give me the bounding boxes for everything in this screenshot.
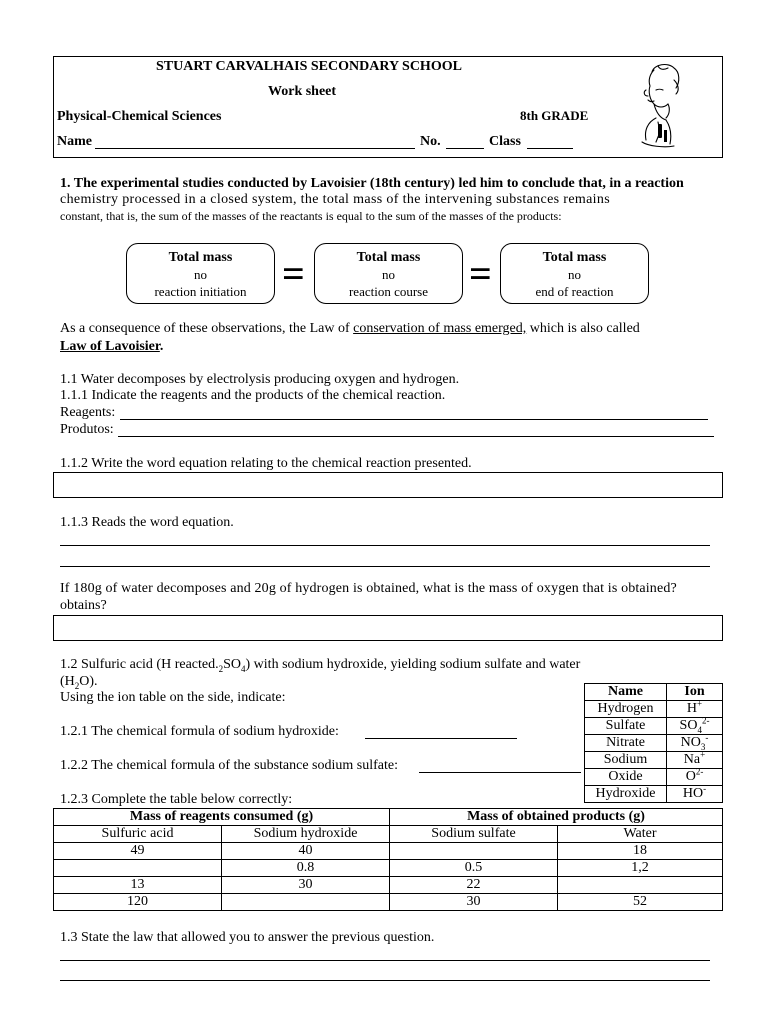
mass-table-body [54, 843, 723, 911]
water-h: (H [60, 674, 75, 689]
subject: Physical-Chemical Sciences [57, 109, 222, 124]
intro-line-1: 1. The experimental studies conducted by Lavoisier (18th century) led him to conclude that, in a reaction [60, 176, 684, 191]
q1-2-1-text: 1.2.1 The chemical formula of sodium hydroxide: [60, 724, 339, 739]
table-cell: 120 [54, 894, 222, 911]
equals-sign-2: = [469, 251, 492, 296]
intro-line-3: constant, that is, the sum of the masses of the reactants is equal to the sum of the masses of the products: [60, 209, 562, 223]
table-cell[interactable] [222, 894, 390, 911]
ion-name: Oxide [585, 769, 667, 786]
ion-symbol: H [686, 701, 698, 716]
ion-formula [667, 783, 723, 803]
law-text-1: As a consequence of these observations, the Law of [60, 321, 350, 336]
law-line [60, 321, 640, 337]
mass-box-sub1: no [568, 267, 581, 282]
q1-3-text: 1.3 State the law that allowed you to answer the previous question. [60, 930, 435, 945]
mass-box-initiation [126, 243, 275, 304]
ion-symbol: Na [683, 752, 701, 767]
table-row [54, 877, 723, 894]
word-equation-answer-box[interactable] [53, 472, 723, 498]
ion-col-ion: Ion [667, 684, 723, 701]
mass-question-line-1: If 180g of water decomposes and 20g of hydrogen is obtained, what is the mass of oxygen that is obtained? [60, 581, 677, 596]
ion-charge: + [697, 698, 703, 709]
q1-1-title: 1.1 Water decomposes by electrolysis producing oxygen and hydrogen. [60, 372, 460, 387]
produtos-answer-line[interactable] [118, 436, 714, 437]
ion-formula [667, 698, 723, 718]
mass-box-title: Total mass [542, 250, 607, 265]
products-group-header: Mass of obtained products (g) [390, 809, 723, 826]
ion-formula [667, 715, 723, 735]
read-equation-line-2[interactable] [60, 566, 710, 567]
col-sodium-sulfate: Sodium sulfate [390, 826, 558, 843]
q1-1-3-text: 1.1.3 Reads the word equation. [60, 515, 234, 530]
oxygen-mass-answer-box[interactable] [53, 615, 723, 641]
mass-box-sub1: no [382, 267, 395, 282]
mass-box-title: Total mass [168, 250, 233, 265]
ion-table [584, 683, 723, 803]
q1-2-line-3: Using the ion table on the side, indicate: [60, 690, 286, 705]
table-row [54, 860, 723, 877]
water-o: O). [79, 674, 98, 689]
school-name: STUART CARVALHAIS SECONDARY SCHOOL [156, 59, 462, 74]
number-field-line [446, 148, 484, 149]
sodium-sulfate-answer-line[interactable] [419, 772, 581, 773]
mass-table-group-header [54, 809, 723, 826]
table-cell[interactable] [558, 877, 723, 894]
mass-box-sub2: reaction course [348, 284, 429, 299]
mass-box-sub1: no [194, 267, 207, 282]
ion-row [585, 786, 723, 803]
mass-table [53, 808, 723, 911]
name-field-line [95, 148, 415, 149]
intro-line-2: chemistry processed in a closed system, the total mass of the intervening substances remains [60, 192, 611, 207]
mass-box-end [500, 243, 649, 304]
ion-name: Hydrogen [585, 701, 667, 718]
q1-2-sub-4: 4 [241, 663, 246, 674]
table-row [54, 894, 723, 911]
table-cell: 13 [54, 877, 222, 894]
q1-2-sub-2: 2 [218, 663, 224, 674]
ion-charge: 2- [701, 715, 710, 726]
ion-formula [667, 766, 723, 786]
ion-name: Sulfate [585, 718, 667, 735]
ion-charge: - [705, 732, 709, 743]
sheet-title: Work sheet [268, 84, 337, 99]
q1-2-3-text: 1.2.3 Complete the table below correctly: [60, 792, 293, 807]
ion-row [585, 718, 723, 735]
table-cell: 40 [222, 843, 390, 860]
law-period: . [159, 339, 164, 354]
law-answer-line-2[interactable] [60, 980, 710, 981]
q1-2-2-text: 1.2.2 The chemical formula of the substance sodium sulfate: [60, 758, 398, 773]
col-water: Water [558, 826, 723, 843]
read-equation-line-1[interactable] [60, 545, 710, 546]
ion-subscript: 4 [697, 724, 702, 735]
ion-symbol: HO [682, 786, 704, 801]
ion-name: Nitrate [585, 735, 667, 752]
ion-formula [667, 749, 723, 769]
ion-symbol: O [685, 769, 696, 784]
table-cell: 52 [558, 894, 723, 911]
table-cell[interactable] [54, 860, 222, 877]
equals-sign-1: = [282, 251, 305, 296]
produtos-label: Produtos: [60, 422, 114, 437]
q1-2-text-e: ) with sodium hydroxide, yielding sodium sulfate and water [245, 657, 581, 672]
grade: 8th GRADE [520, 108, 589, 123]
sodium-hydroxide-answer-line[interactable] [365, 738, 517, 739]
reagents-group-header: Mass of reagents consumed (g) [54, 809, 390, 826]
ion-name: Hydroxide [585, 786, 667, 803]
law-answer-line-1[interactable] [60, 960, 710, 961]
table-cell[interactable] [390, 843, 558, 860]
ion-col-name: Name [585, 684, 667, 701]
q1-1-1-text: 1.1.1 Indicate the reagents and the products of the chemical reaction. [60, 388, 446, 403]
table-cell: 0.8 [222, 860, 390, 877]
q1-2-text-a: 1.2 Sulfuric acid (H reacted. [60, 657, 219, 672]
col-sulfuric-acid: Sulfuric acid [54, 826, 222, 843]
table-cell: 0.5 [390, 860, 558, 877]
water-sub-2: 2 [74, 680, 80, 691]
ion-row [585, 769, 723, 786]
q1-2-text-so: SO [223, 657, 242, 672]
ion-symbol: NO [680, 735, 701, 750]
name-label: Name [57, 134, 92, 149]
ion-charge: 2- [695, 766, 704, 777]
reagents-label: Reagents: [60, 405, 116, 420]
law-text-2: which is also called [526, 321, 640, 336]
q1-2-line-1 [60, 657, 580, 673]
law-name-line [60, 339, 163, 355]
table-row [54, 843, 723, 860]
lavoisier-portrait-image [634, 60, 690, 152]
table-cell: 18 [558, 843, 723, 860]
mass-box-title: Total mass [356, 250, 421, 265]
law-fill-answer: conservation of mass emerged, [353, 321, 527, 336]
col-sodium-hydroxide: Sodium hydroxide [222, 826, 390, 843]
ion-charge: + [700, 749, 706, 760]
mass-box-sub2: end of reaction [535, 284, 614, 299]
ion-subscript: 3 [700, 741, 706, 752]
table-cell: 30 [222, 877, 390, 894]
ion-charge: - [703, 783, 707, 794]
class-label: Class [489, 134, 521, 149]
q1-2-line-2 [60, 674, 98, 690]
mass-box-course [314, 243, 463, 304]
table-cell: 22 [390, 877, 558, 894]
ion-symbol: SO [679, 718, 698, 733]
law-name: Law of Lavoisier [60, 339, 160, 354]
reagents-answer-line[interactable] [120, 419, 708, 420]
ion-name: Sodium [585, 752, 667, 769]
mass-question-line-2: obtains? [60, 598, 107, 613]
mass-box-sub2: reaction initiation [154, 284, 247, 299]
class-field-line [527, 148, 573, 149]
table-cell: 1,2 [558, 860, 723, 877]
table-cell: 30 [390, 894, 558, 911]
table-cell: 49 [54, 843, 222, 860]
number-label: No. [420, 134, 441, 149]
ion-formula [667, 732, 723, 752]
mass-table-col-header [54, 826, 723, 843]
q1-1-2-text: 1.1.2 Write the word equation relating to the chemical reaction presented. [60, 456, 472, 471]
